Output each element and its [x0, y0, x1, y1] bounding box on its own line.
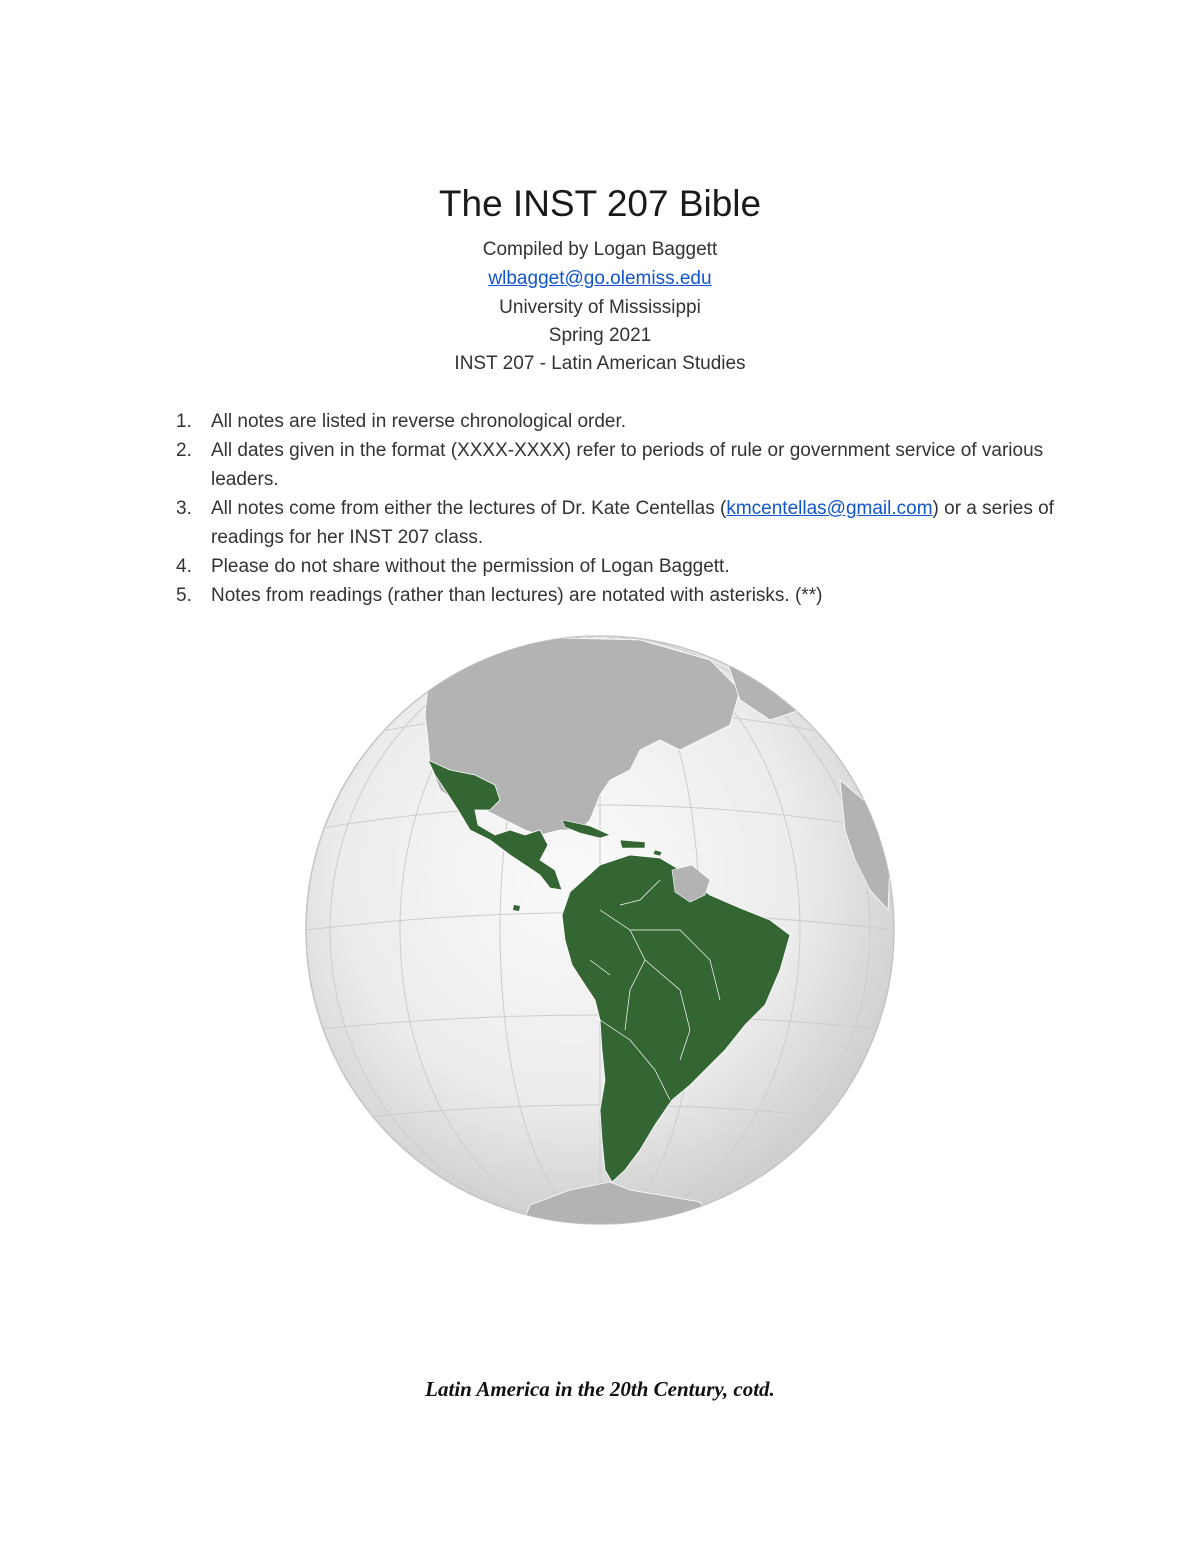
list-item-text: Please do not share without the permission of Logan Baggett. [211, 556, 730, 577]
list-number: 4. [176, 556, 192, 577]
author-email-line [0, 265, 1200, 293]
list-item-text-after: ) or a series of readings for her INST 207 class. [211, 498, 1054, 548]
document-title: The INST 207 Bible [438, 183, 762, 224]
globe-figure [300, 630, 900, 1230]
list-item [170, 494, 1070, 552]
list-number: 3. [176, 498, 192, 519]
list-item [170, 581, 1070, 610]
notes-list [170, 407, 1070, 610]
list-item-text: All dates given in the format (XXXX-XXXX) refer to periods of rule or government service of various leaders. [211, 440, 1044, 490]
list-item-text: All notes are listed in reverse chronological order. [211, 411, 627, 432]
list-item-text: Notes from readings (rather than lectures) are notated with asterisks. (**) [211, 585, 823, 606]
list-item-text-before: All notes come from either the lectures of Dr. Kate Centellas ( [211, 498, 727, 519]
list-item [170, 436, 1070, 494]
compiled-by: Compiled by Logan Baggett [482, 239, 718, 260]
globe-latin-america-icon [300, 630, 900, 1230]
list-number: 2. [176, 440, 192, 461]
term: Spring 2021 [548, 325, 652, 346]
galapagos-islands [513, 905, 520, 911]
list-number: 5. [176, 585, 192, 606]
author-email-link[interactable]: wlbagget@go.olemiss.edu [488, 268, 712, 289]
section-heading: Latin America in the 20th Century, cotd. [425, 1377, 775, 1401]
course-name: INST 207 - Latin American Studies [454, 353, 746, 374]
instructor-email-link[interactable]: kmcentellas@gmail.com [726, 498, 933, 519]
list-number: 1. [176, 411, 192, 432]
list-item [170, 552, 1070, 581]
university: University of Mississippi [499, 297, 701, 318]
list-item [170, 407, 1070, 436]
